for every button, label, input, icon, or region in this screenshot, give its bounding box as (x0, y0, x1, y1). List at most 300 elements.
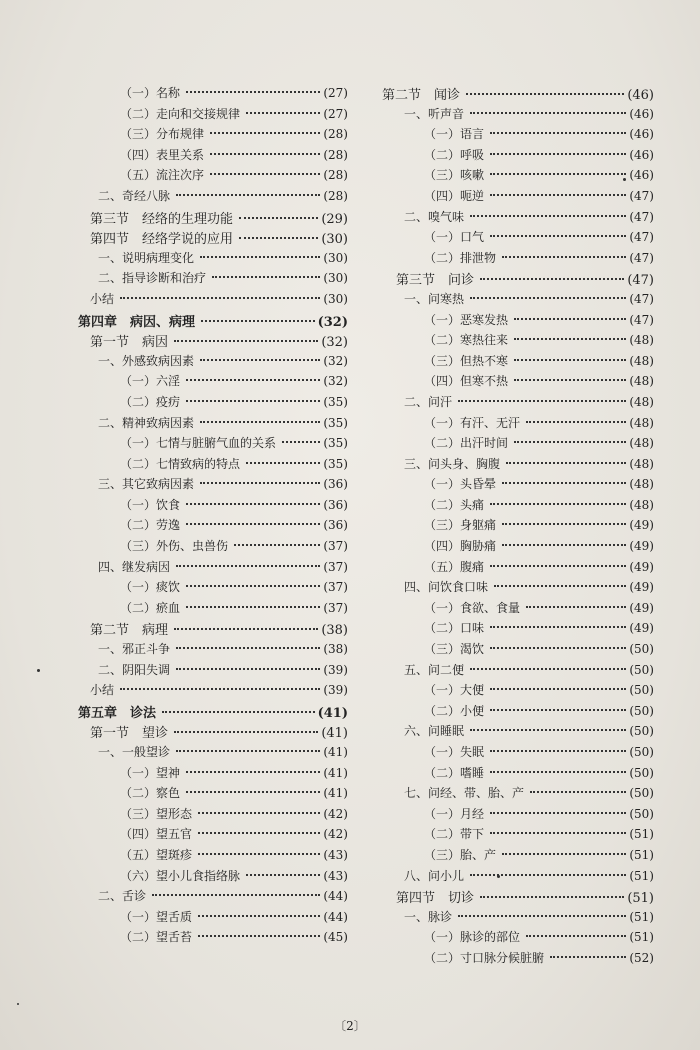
toc-entry (78, 434, 348, 455)
dot-leader (502, 544, 626, 546)
toc-entry-title: （三）胎、产 (424, 847, 497, 862)
toc-entry (382, 414, 654, 435)
toc-entry-page: (47) (629, 230, 654, 245)
toc-entry-page: (48) (629, 394, 654, 409)
toc-entry-page: (37) (323, 580, 348, 595)
toc-entry-title: 一、外感致病因素 (98, 353, 195, 368)
toc-entry-page: (49) (629, 518, 654, 533)
dot-leader (162, 711, 315, 713)
toc-entry-page: (47) (629, 291, 654, 306)
toc-entry (382, 764, 654, 785)
toc-entry (382, 578, 654, 599)
toc-entry-title: 第五章 诊法 (78, 705, 157, 721)
toc-entry-page: (28) (323, 147, 348, 162)
dot-leader (526, 935, 626, 937)
toc-entry (78, 661, 348, 682)
toc-entry-page: (36) (323, 477, 348, 492)
toc-entry (382, 352, 654, 373)
toc-entry-page: (36) (323, 497, 348, 512)
toc-entry-page: (48) (629, 415, 654, 430)
toc-entry-page: (50) (629, 683, 654, 698)
dot-leader (490, 688, 626, 690)
toc-entry-page: (50) (629, 642, 654, 657)
dot-leader (514, 338, 626, 340)
dot-leader (490, 235, 626, 237)
toc-entry-title: （六）望小儿食指络脉 (120, 868, 241, 883)
toc-entry-page: (37) (323, 559, 348, 574)
dot-leader (200, 482, 320, 484)
toc-entry (382, 290, 654, 311)
dot-leader (490, 647, 626, 649)
dot-leader (458, 400, 626, 402)
toc-section-entry (78, 228, 348, 249)
dot-leader (490, 626, 626, 628)
toc-entry-title: （一）头昏晕 (424, 477, 497, 492)
toc-entry-title: （二）察色 (120, 786, 181, 801)
toc-entry (382, 372, 654, 393)
dot-leader (490, 153, 626, 155)
toc-entry-title: （二）带下 (424, 827, 485, 842)
toc-entry-page: (28) (323, 127, 348, 142)
toc-entry (78, 249, 348, 270)
toc-entry-page: (47) (629, 312, 654, 327)
toc-entry-page: (50) (629, 662, 654, 677)
toc-entry-title: （五）流注次序 (120, 168, 205, 183)
dot-leader (210, 173, 320, 175)
toc-entry (382, 455, 654, 476)
toc-chapter-entry (78, 311, 348, 332)
dot-leader (176, 194, 320, 196)
toc-entry (78, 290, 348, 311)
toc-entry (78, 599, 348, 620)
toc-section-entry (78, 331, 348, 352)
toc-entry-title: 第二节 闻诊 (382, 88, 461, 103)
toc-entry-title: （一）望神 (120, 765, 181, 780)
toc-entry (382, 228, 654, 249)
toc-entry-title: （一）七情与脏腑气血的关系 (120, 436, 277, 451)
toc-entry (78, 516, 348, 537)
dot-leader (490, 132, 626, 134)
toc-entry-title: 五、问二便 (404, 662, 465, 677)
toc-entry-page: (28) (323, 168, 348, 183)
toc-entry-page: (51) (629, 909, 654, 924)
dot-leader (490, 832, 626, 834)
dot-leader (490, 503, 626, 505)
toc-entry-page: (35) (323, 394, 348, 409)
toc-entry-page: (45) (323, 930, 348, 945)
toc-entry-page: (41) (317, 705, 348, 721)
dot-leader (514, 441, 626, 443)
toc-entry (382, 867, 654, 888)
dot-leader (514, 318, 626, 320)
toc-entry-title: 第一节 望诊 (90, 726, 169, 742)
toc-entry-title: （二）望舌苔 (120, 930, 193, 945)
dot-leader (198, 935, 320, 937)
toc-section-entry (382, 887, 654, 908)
toc-entry-title: （四）胸胁痛 (424, 539, 497, 554)
toc-entry (382, 743, 654, 764)
toc-entry (78, 352, 348, 373)
dot-leader (490, 709, 626, 711)
toc-entry-title: （二）排泄物 (424, 250, 497, 265)
toc-entry (78, 166, 348, 187)
dot-leader (502, 482, 626, 484)
toc-entry-title: 第四节 经络学说的应用 (90, 232, 234, 248)
toc-entry-title: （二）头痛 (424, 497, 485, 512)
toc-entry-page: (37) (323, 600, 348, 615)
toc-entry-page: (30) (321, 232, 348, 248)
toc-entry-page: (44) (323, 909, 348, 924)
toc-entry-page: (32) (321, 335, 348, 351)
dot-leader (514, 379, 626, 381)
toc-entry-page: (47) (627, 273, 654, 289)
toc-entry-page: (43) (323, 868, 348, 883)
dot-leader (526, 606, 626, 608)
dot-leader (176, 647, 320, 649)
toc-entry (78, 681, 348, 702)
toc-entry (382, 599, 654, 620)
toc-entry-title: （一）有汗、无汗 (424, 415, 521, 430)
toc-entry-page: (32) (323, 374, 348, 389)
toc-entry-page: (47) (629, 188, 654, 203)
toc-entry-title: 第三节 经络的生理功能 (90, 211, 234, 227)
dot-leader (458, 915, 626, 917)
toc-entry (382, 619, 654, 640)
toc-entry (382, 105, 654, 126)
toc-entry-title: （一）脉诊的部位 (424, 930, 521, 945)
toc-entry-title: （四）但寒不热 (424, 374, 509, 389)
toc-entry-page: (39) (323, 683, 348, 698)
toc-entry (382, 516, 654, 537)
dot-leader (470, 668, 626, 670)
toc-entry-title: 三、问头身、胸腹 (404, 456, 501, 471)
dot-leader (239, 237, 318, 239)
dot-leader (212, 276, 320, 278)
dot-leader (470, 297, 626, 299)
dot-leader (490, 750, 626, 752)
toc-entry-title: （二）劳逸 (120, 518, 181, 533)
toc-entry-title: （三）渴饮 (424, 642, 485, 657)
dot-leader (502, 853, 626, 855)
toc-entry-page: (43) (323, 847, 348, 862)
toc-entry-page: (41) (323, 765, 348, 780)
dot-leader (186, 503, 320, 505)
toc-entry (382, 825, 654, 846)
toc-entry-title: （一）名称 (120, 86, 181, 100)
toc-entry-page: (50) (629, 703, 654, 718)
toc-entry (382, 784, 654, 805)
toc-entry-title: 一、说明病理变化 (98, 250, 195, 265)
dot-leader (470, 112, 626, 114)
dot-leader (186, 791, 320, 793)
dot-leader (502, 256, 626, 258)
toc-entry-title: 第一节 病因 (90, 335, 169, 351)
dot-leader (530, 791, 626, 793)
toc-entry-title: 第三节 问诊 (396, 273, 475, 289)
toc-section-entry (78, 208, 348, 229)
ink-speck (37, 669, 40, 672)
toc-entry-title: （二）七情致病的特点 (120, 456, 241, 471)
toc-entry (78, 537, 348, 558)
toc-entry-title: （四）望五官 (120, 827, 193, 842)
toc-entry-title: 第四章 病因、病理 (78, 314, 196, 330)
toc-entry-title: （二）小便 (424, 703, 485, 718)
toc-entry (382, 125, 654, 146)
toc-entry (78, 84, 348, 105)
dot-leader (176, 668, 320, 670)
toc-entry-page: (44) (323, 889, 348, 904)
dot-leader (174, 340, 318, 342)
toc-entry-page: (47) (629, 250, 654, 265)
toc-entry-title: 二、精神致病因素 (98, 415, 195, 430)
toc-entry-title: 一、邪正斗争 (98, 642, 171, 657)
toc-entry-page: (30) (323, 250, 348, 265)
dot-leader (186, 606, 320, 608)
toc-entry-page: (41) (323, 745, 348, 759)
toc-entry-title: 小结 (90, 683, 115, 698)
toc-entry-title: （一）恶寒发热 (424, 312, 509, 327)
toc-entry-page: (32) (323, 353, 348, 368)
dot-leader (186, 400, 320, 402)
toc-entry-title: （四）呃逆 (424, 188, 485, 203)
toc-entry-title: （三）望形态 (120, 806, 193, 821)
toc-entry (382, 537, 654, 558)
toc-entry-page: (50) (629, 765, 654, 780)
toc-entry-title: 二、奇经八脉 (98, 188, 171, 203)
toc-entry-title: 一、一般望诊 (98, 745, 171, 759)
toc-entry-page: (49) (629, 580, 654, 595)
toc-entry-page: (48) (629, 374, 654, 389)
toc-entry (382, 311, 654, 332)
dot-leader (526, 421, 626, 423)
toc-entry-page: (51) (629, 868, 654, 883)
dot-leader (198, 853, 320, 855)
toc-entry (78, 743, 348, 764)
toc-right-column (382, 84, 654, 970)
toc-entry-title: （一）望舌质 (120, 909, 193, 924)
toc-entry-page: (38) (321, 623, 348, 639)
toc-entry (382, 949, 654, 970)
toc-section-entry (78, 619, 348, 640)
toc-entry-page: (50) (629, 786, 654, 801)
toc-entry-title: （三）外伤、虫兽伤 (120, 539, 229, 554)
dot-leader (198, 915, 320, 917)
dot-leader (480, 896, 624, 898)
dot-leader (514, 359, 626, 361)
ink-speck (497, 875, 500, 878)
toc-entry (382, 661, 654, 682)
toc-entry (382, 146, 654, 167)
toc-entry (78, 578, 348, 599)
toc-entry-title: 一、问寒热 (404, 291, 465, 306)
dot-leader (200, 256, 320, 258)
toc-entry-page: (48) (629, 477, 654, 492)
toc-entry-title: 四、问饮食口味 (404, 580, 489, 595)
toc-entry-page: (46) (629, 147, 654, 162)
toc-entry-title: （一）月经 (424, 806, 485, 821)
toc-entry-page: (42) (323, 827, 348, 842)
toc-entry-page: (27) (323, 86, 348, 100)
toc-entry-page: (35) (323, 436, 348, 451)
toc-entry-page: (41) (323, 786, 348, 801)
toc-entry-page: (36) (323, 518, 348, 533)
dot-leader (506, 462, 626, 464)
dot-leader (246, 462, 320, 464)
toc-entry-title: 二、舌诊 (98, 889, 147, 904)
dot-leader (234, 544, 320, 546)
toc-entry-page: (46) (629, 168, 654, 183)
toc-entry-title: （一）语言 (424, 127, 485, 142)
toc-entry (382, 249, 654, 270)
dot-leader (470, 729, 626, 731)
dot-leader (470, 874, 626, 876)
dot-leader (186, 379, 320, 381)
toc-entry-page: (51) (627, 891, 654, 907)
page-number: 〔2〕 (334, 1019, 366, 1033)
toc-entry-page: (49) (629, 539, 654, 554)
toc-entry-title: 四、继发病因 (98, 559, 171, 574)
dot-leader (198, 832, 320, 834)
toc-entry (78, 784, 348, 805)
dot-leader (201, 320, 315, 322)
ink-speck (623, 178, 626, 181)
toc-entry-page: (52) (629, 950, 654, 965)
toc-entry-page: (48) (629, 436, 654, 451)
toc-entry (382, 475, 654, 496)
toc-entry (382, 393, 654, 414)
toc-section-entry (382, 269, 654, 290)
toc-entry (78, 146, 348, 167)
toc-entry-page: (50) (629, 745, 654, 759)
toc-entry-page: (37) (323, 539, 348, 554)
toc-entry-page: (49) (629, 621, 654, 636)
toc-entry-page: (50) (629, 724, 654, 739)
dot-leader (490, 194, 626, 196)
toc-entry-page: (48) (629, 456, 654, 471)
dot-leader (174, 628, 318, 630)
toc-entry-title: 一、听声音 (404, 106, 465, 121)
toc-entry (382, 928, 654, 949)
toc-entry-page: (42) (323, 806, 348, 821)
toc-entry-title: （二）口味 (424, 621, 485, 636)
dot-leader (174, 731, 318, 733)
toc-entry (78, 496, 348, 517)
dot-leader (490, 565, 626, 567)
toc-entry-page: (46) (629, 106, 654, 121)
toc-entry (78, 455, 348, 476)
toc-entry-title: 一、脉诊 (404, 909, 453, 924)
toc-entry-title: 三、其它致病因素 (98, 477, 195, 492)
toc-entry-page: (30) (323, 291, 348, 306)
toc-section-entry (78, 722, 348, 743)
toc-entry (382, 558, 654, 579)
toc-entry-title: （五）望斑疹 (120, 847, 193, 862)
toc-entry-title: （二）呼吸 (424, 147, 485, 162)
toc-entry-page: (35) (323, 456, 348, 471)
toc-entry-title: （三）分布规律 (120, 127, 205, 142)
dot-leader (466, 93, 624, 95)
toc-entry-title: （二）疫疠 (120, 394, 181, 409)
toc-entry (78, 805, 348, 826)
toc-entry (78, 846, 348, 867)
toc-entry (78, 187, 348, 208)
toc-entry-title: 小结 (90, 291, 115, 306)
toc-entry-title: （五）腹痛 (424, 559, 485, 574)
dot-leader (490, 771, 626, 773)
toc-entry-title: 二、问汗 (404, 394, 453, 409)
toc-entry (78, 640, 348, 661)
dot-leader (550, 956, 626, 958)
toc-entry-title: （一）口气 (424, 230, 485, 245)
toc-entry-title: 二、嗅气味 (404, 209, 465, 224)
toc-entry-page: (39) (323, 662, 348, 677)
toc-entry-page: (51) (629, 847, 654, 862)
dot-leader (502, 523, 626, 525)
dot-leader (246, 874, 320, 876)
dot-leader (176, 565, 320, 567)
toc-entry-title: （二）寒热往来 (424, 333, 509, 348)
toc-entry (382, 496, 654, 517)
toc-entry-title: 第四节 切诊 (396, 891, 475, 907)
toc-entry-title: （一）大便 (424, 683, 485, 698)
toc-entry-page: (49) (629, 559, 654, 574)
toc-entry (78, 372, 348, 393)
toc-entry (78, 414, 348, 435)
toc-entry-title: （一）饮食 (120, 497, 181, 512)
toc-entry (382, 208, 654, 229)
dot-leader (186, 523, 320, 525)
toc-entry (78, 269, 348, 290)
toc-entry (382, 702, 654, 723)
toc-entry (382, 331, 654, 352)
dot-leader (210, 153, 320, 155)
toc-entry-page: (46) (627, 88, 654, 103)
toc-entry (78, 475, 348, 496)
toc-entry-title: 六、问睡眠 (404, 724, 465, 739)
toc-entry (382, 681, 654, 702)
toc-entry (382, 805, 654, 826)
toc-entry-title: 八、问小儿 (404, 868, 465, 883)
toc-entry-page: (30) (323, 271, 348, 286)
toc-entry (382, 908, 654, 929)
toc-entry (382, 846, 654, 867)
dot-leader (246, 112, 320, 114)
toc-entry (78, 928, 348, 949)
toc-entry-page: (50) (629, 806, 654, 821)
toc-entry-page: (28) (323, 188, 348, 203)
toc-entry-title: （二）嗜睡 (424, 765, 485, 780)
toc-entry-title: （三）身躯痛 (424, 518, 497, 533)
dot-leader (494, 585, 626, 587)
ink-speck (17, 1003, 19, 1005)
dot-leader (200, 359, 320, 361)
toc-entry-page: (27) (323, 106, 348, 121)
toc-entry (382, 187, 654, 208)
toc-entry-title: （二）寸口脉分候脏腑 (424, 950, 545, 965)
toc-entry (78, 764, 348, 785)
dot-leader (490, 812, 626, 814)
dot-leader (210, 132, 320, 134)
toc-entry (382, 722, 654, 743)
dot-leader (120, 688, 320, 690)
toc-entry (78, 867, 348, 888)
toc-entry-title: （一）食欲、食量 (424, 600, 521, 615)
dot-leader (470, 215, 626, 217)
toc-entry-title: （二）出汗时间 (424, 436, 509, 451)
toc-entry-page: (32) (317, 314, 348, 330)
toc-entry-title: （三）但热不寒 (424, 353, 509, 368)
toc-entry (78, 393, 348, 414)
